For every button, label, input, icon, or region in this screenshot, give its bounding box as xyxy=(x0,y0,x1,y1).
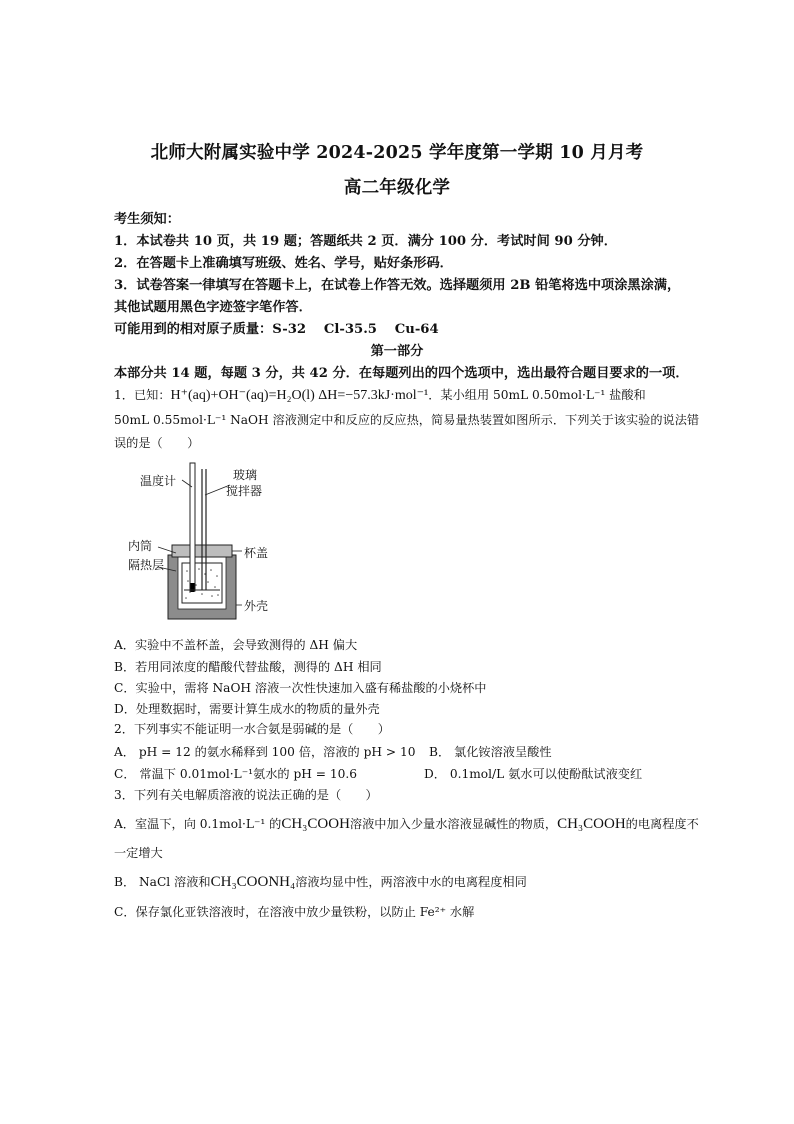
q3-b-chem: CH₃COONH₄ xyxy=(210,874,296,890)
label-thermometer: 温度计 xyxy=(140,474,177,488)
part-one-instructions: 本部分共 14 题，每题 3 分，共 42 分．在每题列出的四个选项中，选出最符合题目要求的一项． xyxy=(114,366,689,381)
q3-option-c: C．保存氯化亚铁溶液时，在溶液中放少量铁粉，以防止 Fe²⁺ 水解 xyxy=(114,905,475,919)
notice-item-3-cont: 其他试题用黑色字迹签字笔作答． xyxy=(114,300,312,315)
thermometer-bulb xyxy=(191,583,195,592)
label-glass: 玻璃 xyxy=(233,468,258,482)
notice-item-1: 1．本试卷共 10 页，共 19 题；答题纸共 2 页．满分 100 分．考试时间 90 分钟． xyxy=(114,234,617,249)
q1-line1 xyxy=(114,386,646,404)
thermometer xyxy=(190,463,195,591)
exam-title: 北师大附属实验中学 2024-2025 学年度第一学期 10 月月考 xyxy=(150,143,644,163)
label-shell: 外壳 xyxy=(244,599,269,613)
atomic-masses: 可能用到的相对原子质量：S-32 Cl-35.5 Cu-64 xyxy=(114,322,439,337)
exam-subtitle: 高二年级化学 xyxy=(343,178,451,198)
q3-b-part1: B． NaCl 溶液和 xyxy=(114,875,211,889)
q3-b-part2: 溶液均显中性，两溶液中水的电离程度相同 xyxy=(295,875,527,889)
q3-option-a-line1 xyxy=(114,815,699,833)
q1-line1-suffix: ．某小组用 50mL 0.50mol·L⁻¹ 盐酸和 xyxy=(428,388,646,402)
label-inner-cup: 内筒 xyxy=(128,539,153,553)
q1-option-c: C．实验中，需将 NaOH 溶液一次性快速加入盛有稀盐酸的小烧杯中 xyxy=(114,681,487,695)
label-insulation: 隔热层 xyxy=(128,558,165,572)
q1-option-b: B．若用同浓度的醋酸代替盐酸，测得的 ΔH 相同 xyxy=(114,660,382,674)
q3-a-part3: 的电离程度不 xyxy=(625,817,699,831)
q3-a-part1: A．室温下，向 0.1mol·L⁻¹ 的 xyxy=(114,817,282,831)
q3-a-part2: 溶液中加入少量水溶液显碱性的物质， xyxy=(349,817,558,831)
q2-stem: 2．下列事实不能证明一水合氨是弱碱的是（ ） xyxy=(114,722,390,736)
part-one-heading: 第一部分 xyxy=(370,344,424,359)
q2-option-c: C． 常温下 0.01mol·L⁻¹氨水的 pH = 10.6 xyxy=(114,767,358,781)
q2-option-a: A． pH = 12 的氨水稀释到 100 倍，溶液的 pH > 10 xyxy=(114,745,416,759)
q3-stem: 3．下列有关电解质溶液的说法正确的是（ ） xyxy=(114,788,378,802)
q3-a-chem2: CH₃COOH xyxy=(557,816,626,832)
q2-option-d: D． 0.1mol/L 氨水可以使酚酞试液变红 xyxy=(424,767,643,781)
q1-option-d: D．处理数据时，需要计算生成水的物质的量外壳 xyxy=(114,702,380,716)
notice-item-2: 2．在答题卡上准确填写班级、姓名、学号，贴好条形码． xyxy=(114,256,453,271)
q1-equation: H⁺(aq)+OH⁻(aq)=H₂O(l) ΔH=−57.3kJ·mol⁻¹ xyxy=(170,388,429,403)
q1-option-a: A．实验中不盖杯盖，会导致测得的 ΔH 偏大 xyxy=(114,638,358,652)
q1-line3: 误的是（ ） xyxy=(114,436,200,450)
q1-prefix: 1．已知： xyxy=(114,388,171,402)
q1-line2: 50mL 0.55mol·L⁻¹ NaOH 溶液测定中和反应的反应热，简易量热装置如图所示．下列关于该实验的说法错 xyxy=(114,413,700,427)
q2-option-b: B． 氯化铵溶液呈酸性 xyxy=(429,745,552,759)
label-stirrer: 搅拌器 xyxy=(226,484,263,498)
q3-a-chem1: CH₃COOH xyxy=(281,816,350,832)
notice-item-3: 3．试卷答案一律填写在答题卡上，在试卷上作答无效。选择题须用 2B 铅笔将选中项涂黑涂满， xyxy=(114,278,681,293)
notice-heading: 考生须知： xyxy=(114,212,180,227)
label-lid: 杯盖 xyxy=(244,546,269,560)
q3-option-a-line2: 一定增大 xyxy=(114,846,163,860)
q3-option-b xyxy=(114,873,527,891)
